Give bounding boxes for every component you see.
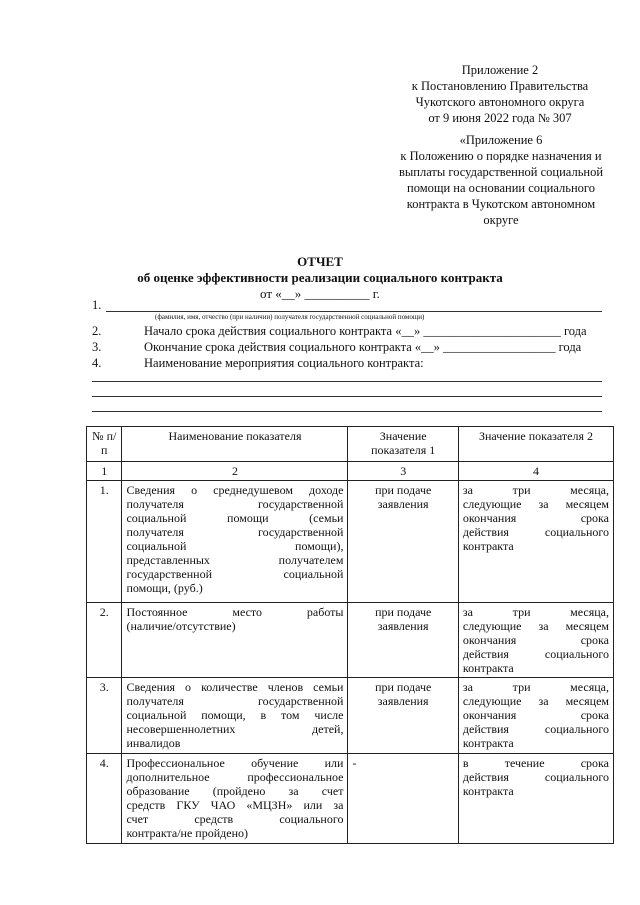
row-value1: при подаче заявления [348,678,458,754]
row-value1: - [348,754,458,844]
activity-line-1[interactable] [92,381,602,382]
appendix-2-header [380,62,620,126]
table-index-row [87,462,614,481]
appendix6-line: «Приложение 6 [459,133,543,147]
report-subtitle: об оценке эффективности реализации социального контракта [137,270,503,285]
appendix-line: от 9 июня 2022 года № 307 [428,111,572,125]
indicators-table [86,426,614,844]
appendix6-line: выплаты государственной социальной [398,165,604,179]
item-3-number: 3. [92,340,102,354]
table-row [87,481,614,603]
row-num: 2. [87,603,122,678]
row-name: Сведения о количестве членов семьи получателя государственной социальной помощи, в том числе несовершеннолетних детей, инвалидов [122,678,348,754]
item-4-number: 4. [92,356,102,370]
header-num: № п/п [87,427,122,462]
header-value1: Значение показателя 1 [348,427,458,462]
row-num: 1. [87,481,122,603]
item-2-number: 2. [92,324,102,338]
appendix-line: Приложение 2 [461,63,539,77]
table-row [87,678,614,754]
report-title: ОТЧЕТ [297,254,343,269]
row-value2: за три месяца, следующие за месяцем окончания срока действия социального контракта [458,481,613,603]
table-header-row [87,427,614,462]
index-cell: 4 [458,462,613,481]
table-row [87,603,614,678]
row-value2: за три месяца, следующие за месяцем окончания срока действия социального контракта [458,603,613,678]
row-value1: при подаче заявления [348,481,458,603]
appendix-line: к Постановлению Правительства [411,79,589,93]
header-value2: Значение показателя 2 [458,427,613,462]
index-cell: 2 [122,462,348,481]
appendix-6-header [378,132,624,228]
appendix6-line: к Положению о порядке назначения и [400,149,602,163]
appendix6-line: помощи на основании социального [407,181,595,195]
contract-start-field: Начало срока действия социального контракта «__» ______________________ года [144,324,587,338]
report-date-line: от «__» __________ г. [260,286,380,301]
row-name: Постоянное место работы (наличие/отсутствие) [122,603,348,678]
appendix-line: Чукотского автономного округа [415,95,585,109]
row-name: Профессиональное обучение или дополнительное профессиональное образование (пройдено за счет средств ГКУ ЧАО «МЦЗН» или за счет средств социального контракта/не пройдено) [122,754,348,844]
appendix6-line: округе [483,213,519,227]
activity-line-3[interactable] [92,411,602,412]
table-row [87,754,614,844]
contract-end-field: Окончание срока действия социального контракта «__» __________________ года [144,340,582,354]
index-cell: 3 [348,462,458,481]
row-value2: за три месяца, следующие за месяцем окончания срока действия социального контракта [458,678,613,754]
recipient-name-caption: (фамилия, имя, отчество (при наличии) получателя государственной социальной помощи) [155,313,425,321]
header-name: Наименование показателя [122,427,348,462]
row-num: 3. [87,678,122,754]
row-num: 4. [87,754,122,844]
activity-name-label: Наименование мероприятия социального контракта: [144,356,424,370]
appendix6-line: контракта в Чукотском автономном [406,197,596,211]
row-name: Сведения о среднедушевом доходе получателя государственной социальной помощи (семьи получателя государственной социальной помощи), представленных получателем государственной социальной помощи, (руб.) [122,481,348,603]
row-value1: при подаче заявления [348,603,458,678]
item-1-number: 1. [92,298,102,312]
row-value2: в течение срока действия социального контракта [458,754,613,844]
activity-line-2[interactable] [92,396,602,397]
recipient-name-line[interactable] [106,311,602,312]
index-cell: 1 [87,462,122,481]
